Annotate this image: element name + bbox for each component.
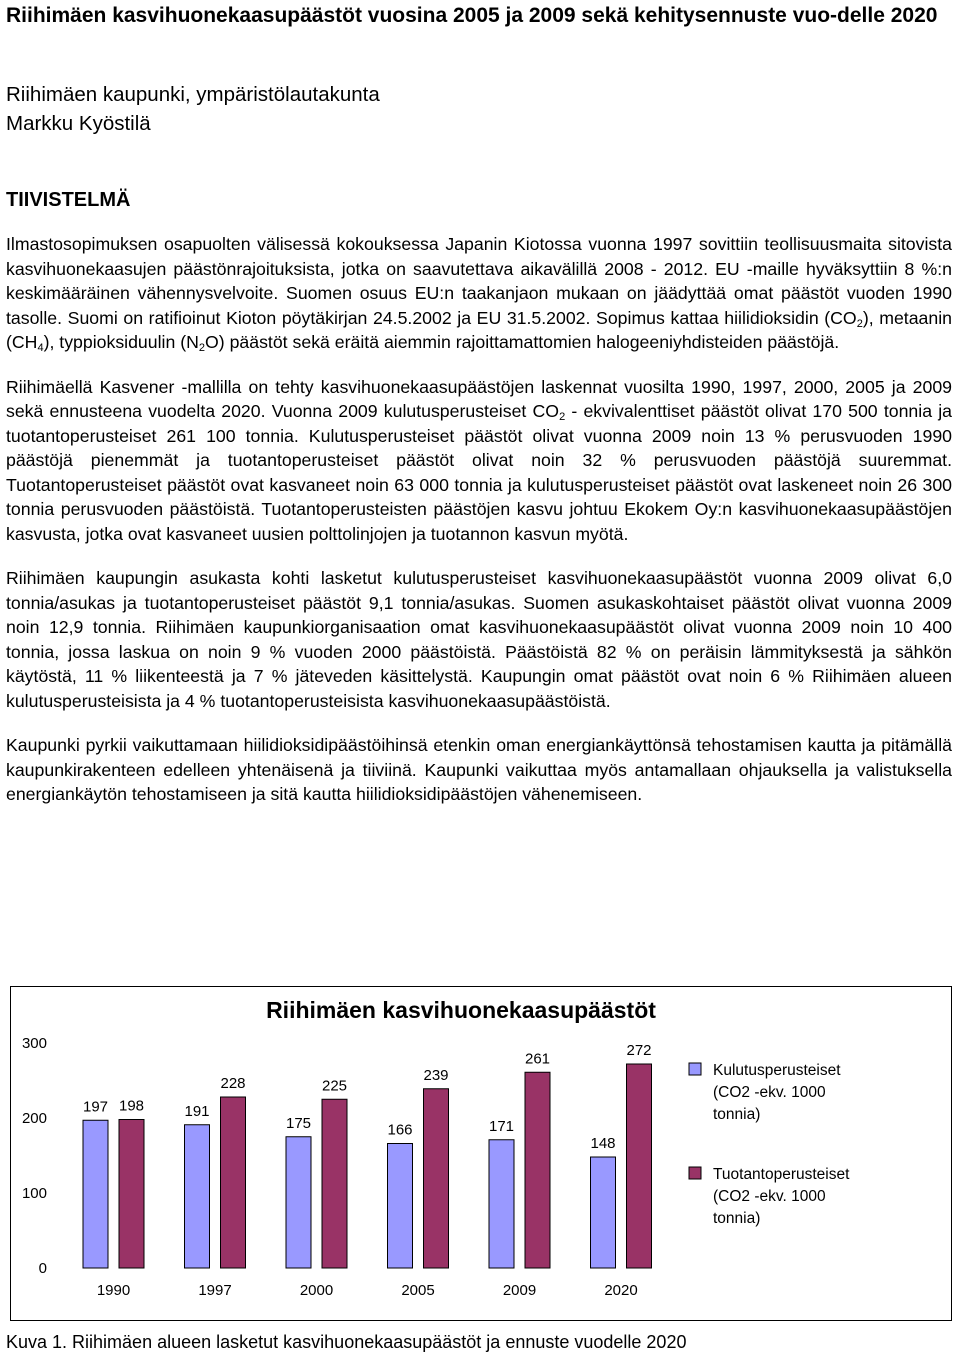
paragraph-kasvener-part-2: - ekvivalenttiset päästöt olivat 170 500 tonnia ja tuotantoperusteiset 261 100 tonnia. Kulutusperusteiset päästöt olivat vuonna 2009 noin 13 % perusvuoden 1990 päästöjä pienemmät ja tuotantoperusteiset päästöt olivat noin 32 % perusvuoden päästöjä suuremmat. Tuotantoperusteiset päästöt ovat kasvaneet noin 63 000 tonnia ja kulutusperusteiset päästöt ovat laskeneet noin 26 300 tonnia perusvuoden päästöistä. Tuotantoperusteisten päästöjen kasvu johtuu Ekokem Oy:n kasvihuonekaasupäästöjen kasvusta, jotka ovat kasvaneet uusien polttolinjojen ja tuotannon kasvun myötä. [6, 401, 952, 544]
bar-kulutus-2020 [591, 1157, 616, 1268]
paragraph-kyoto [6, 232, 952, 355]
legend-label: (CO2 -ekv. 1000 [713, 1188, 826, 1205]
x-tick-label: 2000 [299, 1282, 334, 1299]
data-label: 191 [184, 1102, 210, 1120]
subscript: 2 [559, 411, 566, 423]
paragraph-city-actions: Kaupunki pyrkii vaikuttamaan hiilidioksidipäästöihinsä etenkin oman energiankäyttönsä tehostamisen kautta ja pitämällä kaupunkirakenteen edelleen yhtenäisenä ja tiiviinä. Kaupunki vaikuttaa myös antamallaan ohjauksella ja valistuksella energiankäytön tehostamiseen ja sitä kautta hiilidioksidipäästöjen vähenemiseen. [6, 735, 952, 804]
paragraph-kyoto-part-2: ), metaanin (CH [6, 307, 952, 352]
y-tick-label: 200 [21, 1110, 47, 1127]
y-tick-label: 100 [21, 1185, 47, 1202]
data-label: 225 [321, 1077, 348, 1095]
author-block [6, 80, 380, 138]
legend-label: Kulutusperusteiset [713, 1062, 841, 1079]
author-organization: Riihimäen kaupunki, ympäristölautakunta [6, 83, 380, 106]
subscript: 2 [198, 342, 206, 354]
subscript: 2 [856, 317, 863, 330]
figure-caption: Kuva 1. Riihimäen alueen lasketut kasvihuonekaasupäästöt ja ennuste vuodelle 2020 [6, 1332, 687, 1352]
x-tick-label: 2020 [604, 1282, 638, 1299]
y-tick-label: 300 [21, 1035, 47, 1052]
paragraph-per-capita: Riihimäen kaupungin asukasta kohti lasketut kulutusperusteiset kasvihuonekaasupäästöt vuonna 2009 olivat 6,0 tonnia/asukas ja tuotantoperusteiset päästöt 9,1 tonnia/asukas. Suomen asukaskohtaiset päästöt olivat vuonna 2009 noin 12,9 tonnia. Riihimäen kaupunkiorganisaation omat kasvihuonekaasupäästöt olivat vuonna 2009 noin 10 400 tonnia, jossa laskua on noin 9 % vuoden 2000 päästöistä. Päästöistä 82 % on peräisin lämmityksestä ja sähkön käytöstä, 11 % liikenteestä ja 7 % jäteveden käsittelystä. Kaupungin omat päästöt ovat noin 6 % Riihimäen alueen kulutusperusteisista ja 4 % tuotantoperusteisista kasvihuonekaasupäästöistä. [6, 568, 952, 711]
bar-kulutus-2005 [388, 1144, 413, 1269]
legend-label: tonnia) [713, 1210, 761, 1227]
bar-kulutus-1997 [185, 1125, 210, 1268]
chart-title: Riihimäen kasvihuonekaasupäästöt [266, 997, 656, 1023]
data-label: 198 [118, 1097, 145, 1115]
data-label: 166 [387, 1121, 413, 1139]
paragraph-kasvener [6, 375, 952, 547]
bar-kulutus-2009 [489, 1140, 514, 1268]
bar-tuotanto-2020 [627, 1064, 652, 1268]
emissions-chart [11, 987, 950, 1319]
data-label: 272 [626, 1042, 652, 1059]
paragraph-kyoto-part-1: Ilmastosopimuksen osapuolten välisessä kokouksessa Japanin Kiotossa vuonna 1997 sovittiin teollisuusmaita sitovista kasvihuonekaasujen päästönrajoituksista, jotka on saavutettava aikavälillä 2008 - 2012. EU -maille hyväksyttiin 8 %:n keskimääräinen vähennysvelvoite. Suomen osuus EU:n taakanjaon mukaan on jäädyttää omat päästöt vuoden 1990 tasolle. Suomi on ratifioinut Kioton pöytäkirjan 24.5.2002 ja EU 31.5.2002. Sopimus kattaa hiilidioksidin (CO [6, 234, 952, 328]
legend-label: (CO2 -ekv. 1000 [713, 1084, 826, 1101]
data-label: 171 [488, 1117, 515, 1135]
bar-tuotanto-2005 [424, 1089, 449, 1268]
summary-body [6, 232, 952, 827]
bar-tuotanto-2009 [525, 1072, 550, 1268]
data-label: 197 [82, 1098, 109, 1116]
legend-swatch [689, 1063, 701, 1075]
paragraph-kyoto-part-4: O) päästöt sekä eräitä aiemmin rajoittamattomien halogeeniyhdisteiden päästöjä. [205, 332, 840, 352]
section-heading: TIIVISTELMÄ [6, 189, 131, 211]
bar-kulutus-2000 [286, 1137, 311, 1268]
bar-kulutus-1990 [83, 1120, 108, 1268]
legend-label: tonnia) [713, 1106, 761, 1123]
legend-label: Tuotantoperusteiset [713, 1166, 850, 1183]
x-tick-label: 2005 [401, 1282, 435, 1299]
data-label: 228 [220, 1075, 246, 1092]
author-name: Markku Kyöstilä [6, 112, 151, 135]
paragraph-kasvener-part-1: Riihimäellä Kasvener -mallilla on tehty kasvihuonekaasupäästöjen laskennat vuosilta 1990, 1997, 2000, 2005 ja 2009 sekä ennusteena vuodelta 2020. Vuonna 2009 kulutusperusteiset CO [6, 376, 952, 421]
document-title: Riihimäen kasvihuonekaasupäästöt vuosina 2005 ja 2009 sekä kehitysennuste vuo-delle 2020 [6, 4, 938, 27]
bar-tuotanto-2000 [322, 1099, 347, 1268]
x-tick-label: 1990 [96, 1282, 131, 1299]
chart-frame [10, 986, 952, 1321]
data-label: 261 [524, 1050, 551, 1068]
data-label: 148 [590, 1135, 616, 1152]
legend-swatch [689, 1167, 701, 1179]
x-tick-label: 2009 [502, 1282, 537, 1299]
bar-tuotanto-1990 [119, 1120, 144, 1269]
x-tick-label: 1997 [198, 1282, 232, 1299]
data-label: 175 [285, 1114, 312, 1132]
data-label: 239 [423, 1066, 449, 1084]
bar-tuotanto-1997 [221, 1097, 246, 1268]
subscript: 4 [37, 342, 44, 354]
y-tick-label: 0 [38, 1260, 47, 1277]
paragraph-kyoto-part-3: ), typpioksiduulin (N [43, 332, 199, 352]
